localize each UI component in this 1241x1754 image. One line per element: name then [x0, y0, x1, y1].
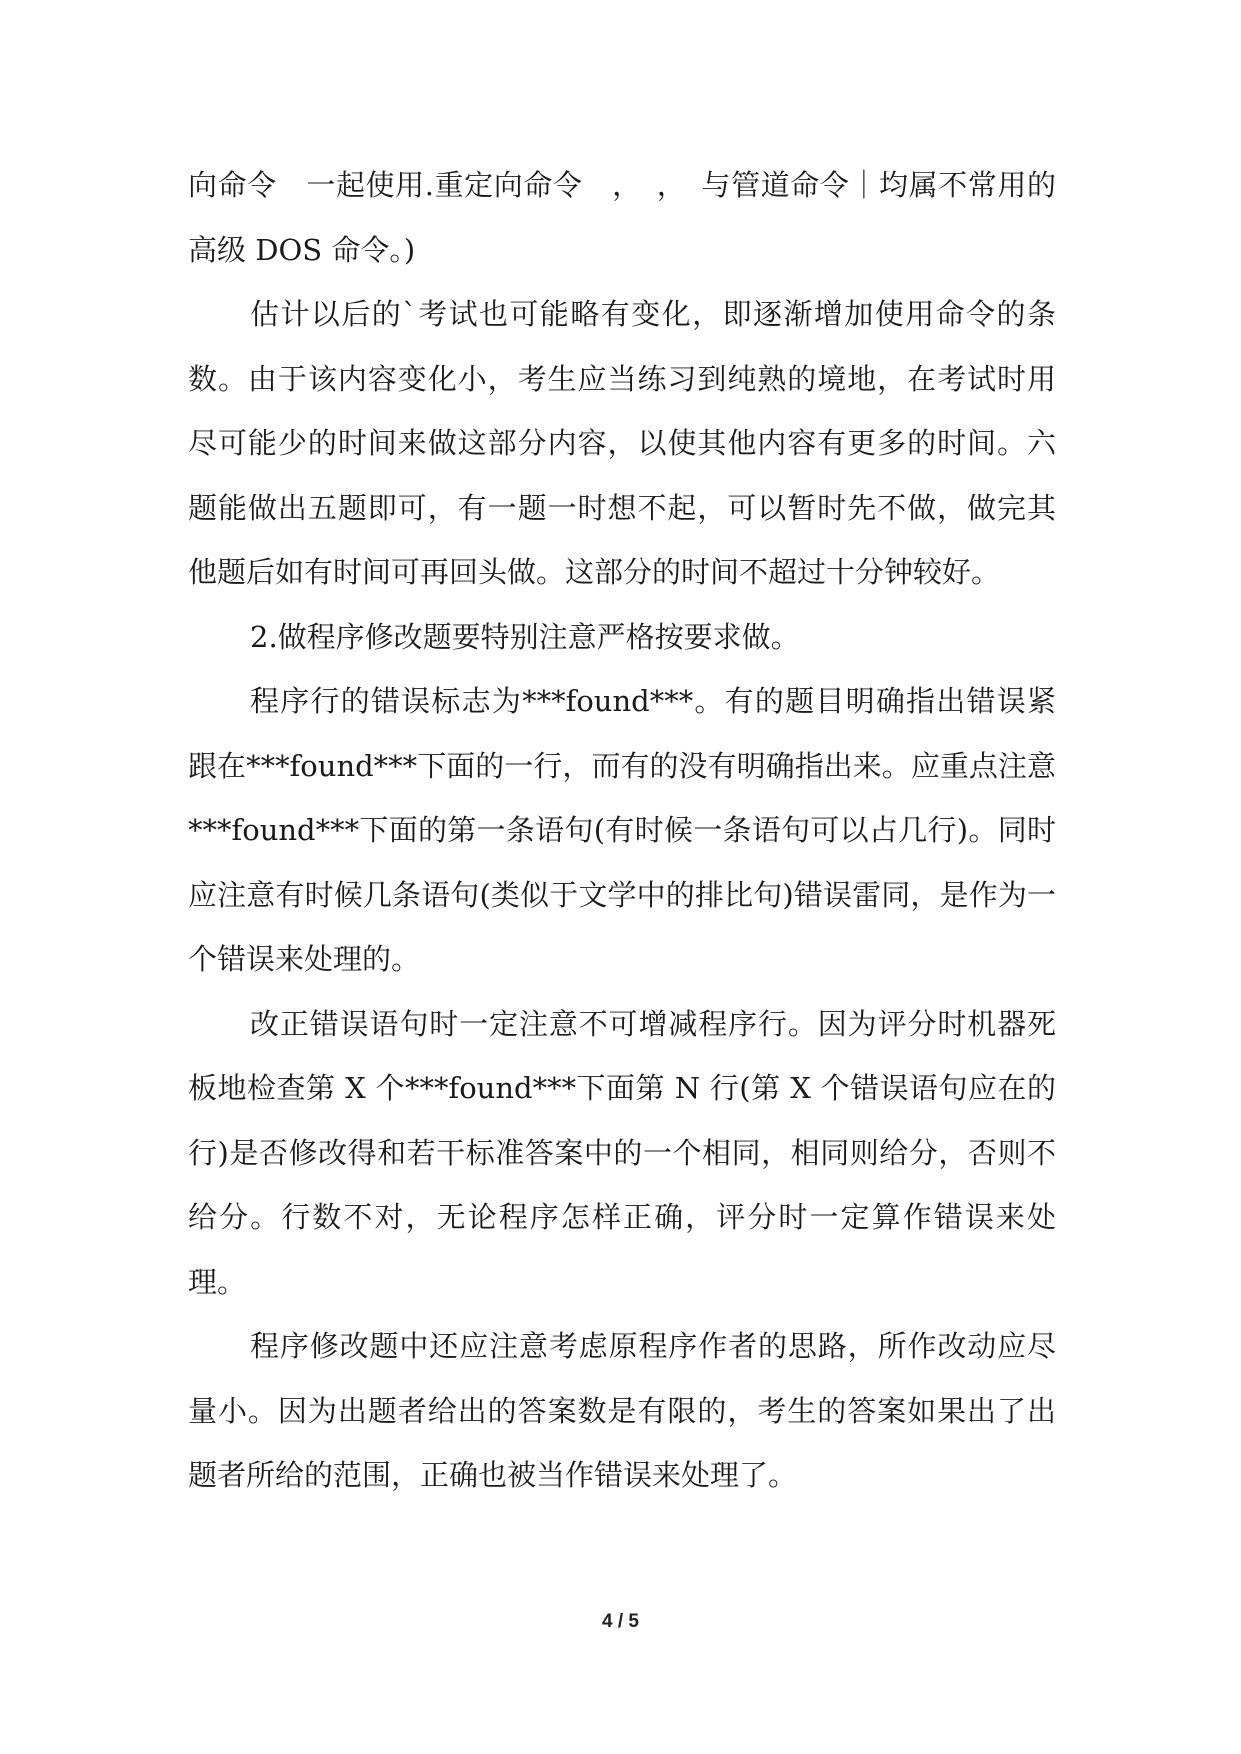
document-body — [188, 153, 1056, 1508]
paragraph: 2.做程序修改题要特别注意严格按要求做。 — [250, 619, 800, 654]
paragraph: 估计以后的`考试也可能略有变化，即逐渐增加使用命令的条数。由于该内容变化小，考生应当练习到纯熟的境地，在考试时用尽可能少的时间来做这部分内容，以使其他内容有更多的时间。六题能做出五题即可，有一题一时想不起，可以暂时先不做，做完其他题后如有时间可再回头做。这部分的时间不超过十分钟较好。 — [188, 297, 1056, 589]
page-number: 4 / 5 — [602, 1611, 639, 1632]
paragraph: 改正错误语句时一定注意不可增减程序行。因为评分时机器死板地检查第 X 个***found***下面第 N 行(第 X 个错误语句应在的行)是否修改得和若干标准答案中的一个相同，相同则给分，否则不给分。行数不对，无论程序怎样正确，评分时一定算作错误来处理。 — [188, 1006, 1056, 1299]
paragraph: 程序修改题中还应注意考虑原程序作者的思路，所作改动应尽量小。因为出题者给出的答案数是有限的，考生的答案如果出了出题者所给的范围，正确也被当作错误来处理了。 — [188, 1329, 1056, 1492]
paragraph: 向命令 一起使用.重定向命令 ， ， 与管道命令｜均属不常用的高级 DOS 命令。) — [188, 168, 1056, 267]
paragraph: 程序行的错误标志为***found***。有的题目明确指出错误紧跟在***found***下面的一行，而有的没有明确指出来。应重点注意***found***下面的第一条语句(有时候一条语句可以占几行)。同时应注意有时候几条语句(类似于文学中的排比句)错误雷同，是作为一个错误来处理的。 — [188, 684, 1056, 976]
